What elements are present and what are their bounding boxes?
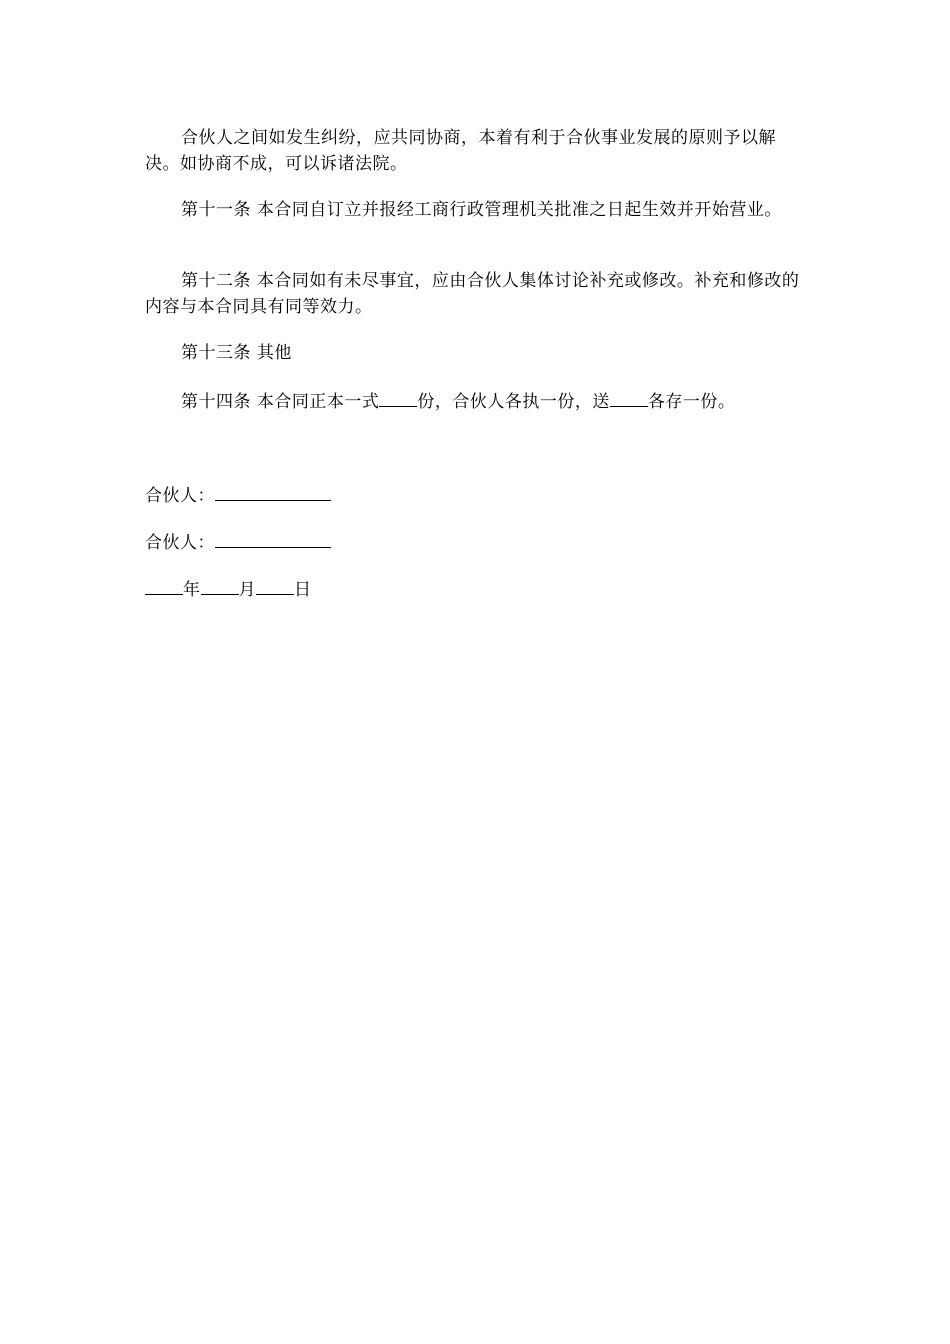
day-blank <box>256 578 294 595</box>
paragraph-article-11: 第十一条 本合同自订立并报经工商行政管理机关批准之日起生效并开始营业。 <box>181 200 782 220</box>
month-blank <box>201 578 239 595</box>
paragraph-article-14 <box>145 389 846 415</box>
day-label: 日 <box>294 580 312 600</box>
year-label: 年 <box>183 580 201 600</box>
paragraph-article-12: 第十二条 本合同如有未尽事宜，应由合伙人集体讨论补充或修改。补充和修改的内容与本合同具有同等效力。 <box>145 271 800 317</box>
signature-blank <box>215 484 331 501</box>
article-14-text-3: 各存一份。 <box>647 392 736 412</box>
article-14-text-2: 份，合伙人各执一份，送 <box>417 392 610 412</box>
copies-blank <box>379 390 417 407</box>
signature-line-partner-2 <box>145 530 810 556</box>
signature-line-partner-1 <box>145 483 810 509</box>
month-label: 月 <box>238 580 256 600</box>
signature-blank <box>215 531 331 548</box>
year-blank <box>145 578 183 595</box>
signature-label: 合伙人： <box>145 486 215 506</box>
paragraph-article-13: 第十三条 其他 <box>181 343 292 363</box>
date-line <box>145 577 810 603</box>
article-14-text-1: 第十四条 本合同正本一式 <box>181 392 380 412</box>
paragraph-dispute-resolution: 合伙人之间如发生纠纷，应共同协商，本着有利于合伙事业发展的原则予以解决。如协商不成，可以诉诸法院。 <box>145 128 776 174</box>
signature-label: 合伙人： <box>145 533 215 553</box>
recipient-blank <box>610 390 648 407</box>
